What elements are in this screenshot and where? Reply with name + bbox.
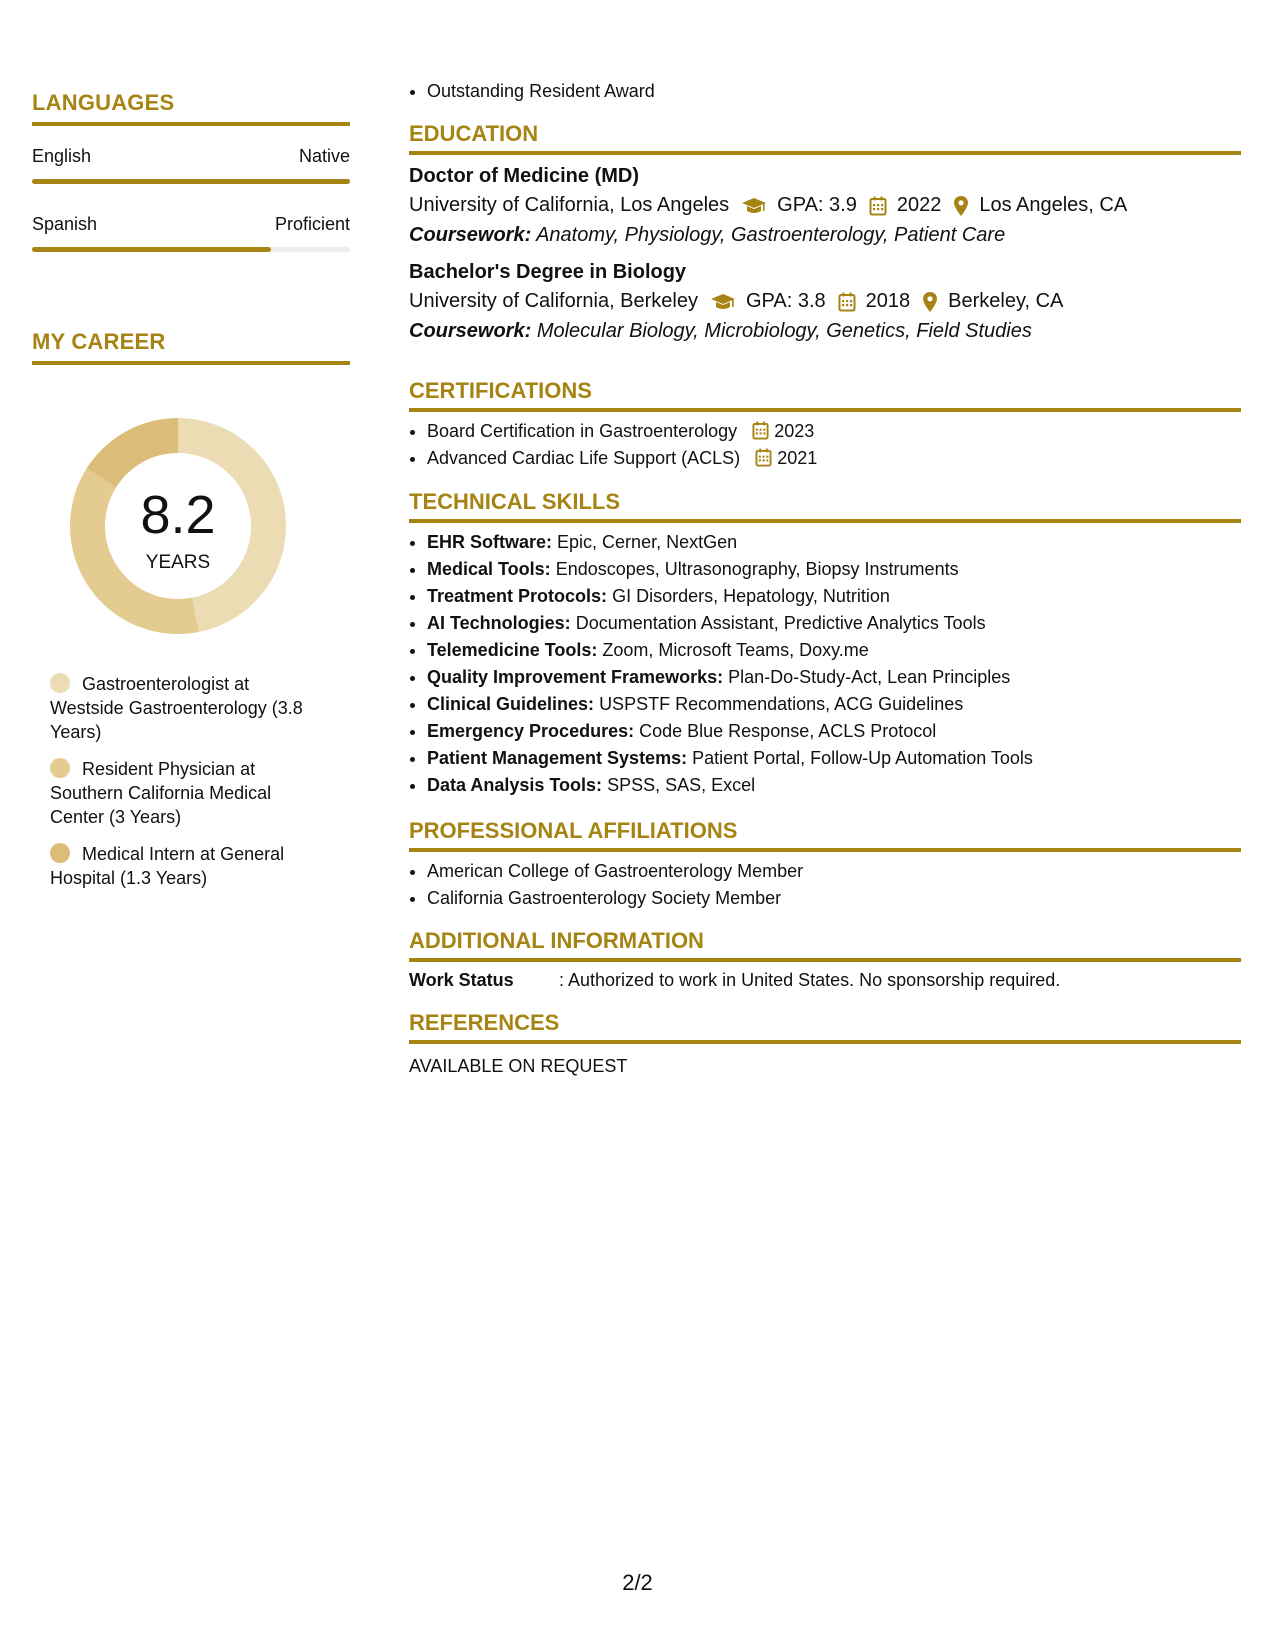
skill-item — [427, 556, 1241, 583]
language-bar — [32, 247, 350, 252]
skill-label: Emergency Procedures: — [427, 721, 635, 741]
skill-item — [427, 610, 1241, 637]
references-text: AVAILABLE ON REQUEST — [409, 1056, 628, 1076]
legend-dot — [50, 673, 70, 693]
career-legend-item — [50, 757, 320, 829]
work-status-value: : Authorized to work in United States. No sponsorship required. — [559, 970, 1061, 990]
affiliations-title: PROFESSIONAL AFFILIATIONS — [409, 818, 1241, 852]
language-bar-fill — [32, 247, 271, 252]
career-legend-item — [50, 842, 320, 890]
skill-item — [427, 745, 1241, 772]
awards-continued — [409, 78, 1241, 105]
language-name: English — [32, 146, 92, 166]
gpa: GPA: 3.8 — [746, 290, 826, 312]
career-section — [32, 329, 350, 365]
school: University of California, Berkeley — [409, 290, 698, 312]
certification-year: 2023 — [774, 421, 815, 441]
references-title: REFERENCES — [409, 1010, 1241, 1044]
coursework-label: Coursework: — [409, 224, 532, 246]
education-item — [409, 165, 1241, 247]
location: Berkeley, CA — [948, 290, 1064, 312]
language-item — [32, 146, 350, 184]
language-bar — [32, 179, 350, 184]
skill-value: USPSTF Recommendations, ACG Guidelines — [599, 694, 964, 714]
skill-item — [427, 529, 1241, 556]
calendar-icon — [838, 292, 856, 312]
references-section — [409, 1010, 1241, 1077]
work-status-label: Work Status — [409, 970, 514, 990]
career-unit: YEARS — [145, 552, 211, 573]
legend-label: Resident Physician at Southern California Medical Center (3 Years) — [50, 759, 272, 827]
language-item — [32, 214, 350, 252]
page-number: 2/2 — [622, 1570, 653, 1595]
graduation-year: 2022 — [896, 194, 942, 216]
career-legend-item — [50, 672, 320, 744]
skill-label: Medical Tools: — [427, 559, 551, 579]
additional-section — [409, 928, 1241, 991]
education-section — [409, 121, 1241, 343]
coursework-text: Molecular Biology, Microbiology, Genetics, Field Studies — [536, 320, 1032, 342]
certification-year: 2021 — [777, 448, 818, 468]
calendar-icon — [869, 196, 887, 216]
degree: Bachelor's Degree in Biology — [409, 261, 687, 283]
graduation-cap-icon — [710, 293, 736, 311]
skill-value: Endoscopes, Ultrasonography, Biopsy Instruments — [555, 559, 959, 579]
legend-label: Medical Intern at General Hospital (1.3 Years) — [50, 844, 285, 888]
skill-value: Documentation Assistant, Predictive Analytics Tools — [575, 613, 986, 633]
location-pin-icon — [953, 195, 969, 217]
skill-label: Clinical Guidelines: — [427, 694, 595, 714]
career-total: 8.2 — [140, 485, 216, 545]
coursework — [409, 224, 1241, 247]
location: Los Angeles, CA — [979, 194, 1128, 216]
language-bar-fill — [32, 179, 350, 184]
award-item: • Outstanding Resident Award — [427, 78, 1241, 105]
skill-label: Treatment Protocols: — [427, 586, 608, 606]
skill-label: Telemedicine Tools: — [427, 640, 598, 660]
skill-item — [427, 583, 1241, 610]
skill-value: SPSS, SAS, Excel — [607, 775, 756, 795]
skill-label: Patient Management Systems: — [427, 748, 688, 768]
legend-label: Gastroenterologist at Westside Gastroenterology (3.8 Years) — [50, 674, 303, 742]
school: University of California, Los Angeles — [409, 194, 730, 216]
language-level: Proficient — [274, 214, 350, 234]
affiliation-item: • American College of Gastroenterology Member — [427, 858, 1241, 885]
skills-title: TECHNICAL SKILLS — [409, 489, 1241, 523]
skill-item — [427, 691, 1241, 718]
location-pin-icon — [922, 291, 938, 313]
skill-value: GI Disorders, Hepatology, Nutrition — [612, 586, 890, 606]
additional-title: ADDITIONAL INFORMATION — [409, 928, 1241, 962]
skill-value: Zoom, Microsoft Teams, Doxy.me — [602, 640, 869, 660]
certifications-section — [409, 378, 1241, 472]
skill-label: Data Analysis Tools: — [427, 775, 603, 795]
skill-item — [427, 637, 1241, 664]
graduation-year: 2018 — [865, 290, 911, 312]
skill-item — [427, 718, 1241, 745]
work-status-row — [409, 970, 1241, 991]
legend-dot — [50, 758, 70, 778]
calendar-icon — [755, 448, 772, 467]
calendar-icon — [752, 421, 769, 440]
affiliations-section — [409, 818, 1241, 912]
legend-dot — [50, 843, 70, 863]
skill-value: Epic, Cerner, NextGen — [557, 532, 738, 552]
coursework-text: Anatomy, Physiology, Gastroenterology, Patient Care — [536, 224, 1006, 246]
coursework — [409, 320, 1241, 343]
certification-item — [427, 445, 1241, 472]
skill-value: Plan-Do-Study-Act, Lean Principles — [728, 667, 1011, 687]
career-donut — [66, 414, 290, 638]
coursework-label: Coursework: — [409, 320, 532, 342]
gpa: GPA: 3.9 — [777, 194, 857, 216]
education-title: EDUCATION — [409, 121, 1241, 155]
graduation-cap-icon — [741, 197, 767, 215]
language-level: Native — [298, 146, 350, 166]
skill-label: AI Technologies: — [427, 613, 571, 633]
skill-value: Code Blue Response, ACLS Protocol — [639, 721, 937, 741]
certification-name: Board Certification in Gastroenterology — [427, 421, 738, 441]
donut-center — [66, 414, 290, 638]
languages-title: LANGUAGES — [32, 90, 350, 126]
career-title: MY CAREER — [32, 329, 350, 365]
skill-value: Patient Portal, Follow-Up Automation Tools — [692, 748, 1033, 768]
skills-section — [409, 489, 1241, 799]
certifications-title: CERTIFICATIONS — [409, 378, 1241, 412]
degree: Doctor of Medicine (MD) — [409, 165, 639, 187]
skill-label: Quality Improvement Frameworks: — [427, 667, 724, 687]
languages-section — [32, 90, 350, 252]
affiliation-item: • California Gastroenterology Society Member — [427, 885, 1241, 912]
skill-item — [427, 664, 1241, 691]
certification-item — [427, 418, 1241, 445]
certification-name: Advanced Cardiac Life Support (ACLS) — [427, 448, 741, 468]
skill-item — [427, 772, 1241, 799]
language-name: Spanish — [32, 214, 98, 234]
skill-label: EHR Software: — [427, 532, 553, 552]
education-item — [409, 261, 1241, 343]
